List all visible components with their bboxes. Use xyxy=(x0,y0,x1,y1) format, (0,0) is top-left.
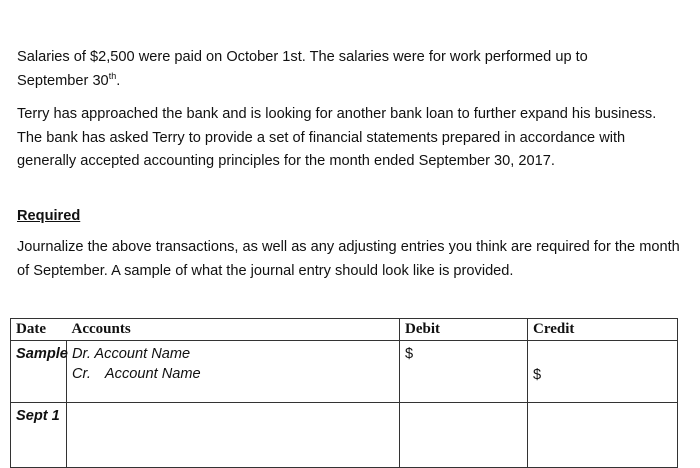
header-date: Date xyxy=(11,319,67,341)
sept-credit-cell[interactable] xyxy=(528,403,678,468)
sample-accounts-cell xyxy=(67,340,400,403)
sept-label: Sept 1 xyxy=(16,408,60,425)
table-row xyxy=(11,340,678,403)
debit-account-name: Dr. Account Name xyxy=(72,345,191,362)
terry-paragraph: Terry has approached the bank and is looking for another bank loan to further expand his business. The bank has asked Terry to provide a set of financial statements prepared in accordance with generally accepted accounting principles for the month ended September 30, 2017. xyxy=(17,106,657,169)
sample-date-cell xyxy=(11,340,67,403)
sept-accounts-cell[interactable] xyxy=(67,403,400,468)
header-credit: Credit xyxy=(528,319,678,341)
credit-account-line xyxy=(72,364,394,384)
credit-account-name: Account Name xyxy=(104,365,201,382)
ordinal-suffix: th xyxy=(108,70,117,81)
sept-debit-cell[interactable] xyxy=(400,403,528,468)
sample-label: Sample xyxy=(16,345,68,362)
debit-amount: $ xyxy=(405,345,414,362)
sept-date-cell xyxy=(11,403,67,468)
credit-prefix: Cr. xyxy=(72,365,91,382)
header-accounts: Accounts xyxy=(67,319,400,341)
sample-debit-cell xyxy=(400,340,528,403)
table-row xyxy=(11,403,678,468)
instructions-paragraph: Journalize the above transactions, as well as any adjusting entries you think are required for the month of September. A sample of what the journal entry should look like is provided. xyxy=(17,239,680,279)
journal-entry-table xyxy=(10,318,678,468)
required-heading: Required xyxy=(17,208,81,224)
sample-credit-cell xyxy=(528,340,678,403)
credit-amount: $ xyxy=(533,366,542,383)
salaries-line1: Salaries of $2,500 were paid on October 1st. The salaries were for work performed up to xyxy=(17,49,588,65)
table-header-row xyxy=(11,319,678,341)
header-debit: Debit xyxy=(400,319,528,341)
salaries-line2: September 30 xyxy=(17,72,109,89)
salaries-paragraph xyxy=(17,46,682,93)
salaries-line2-end: . xyxy=(116,72,121,89)
